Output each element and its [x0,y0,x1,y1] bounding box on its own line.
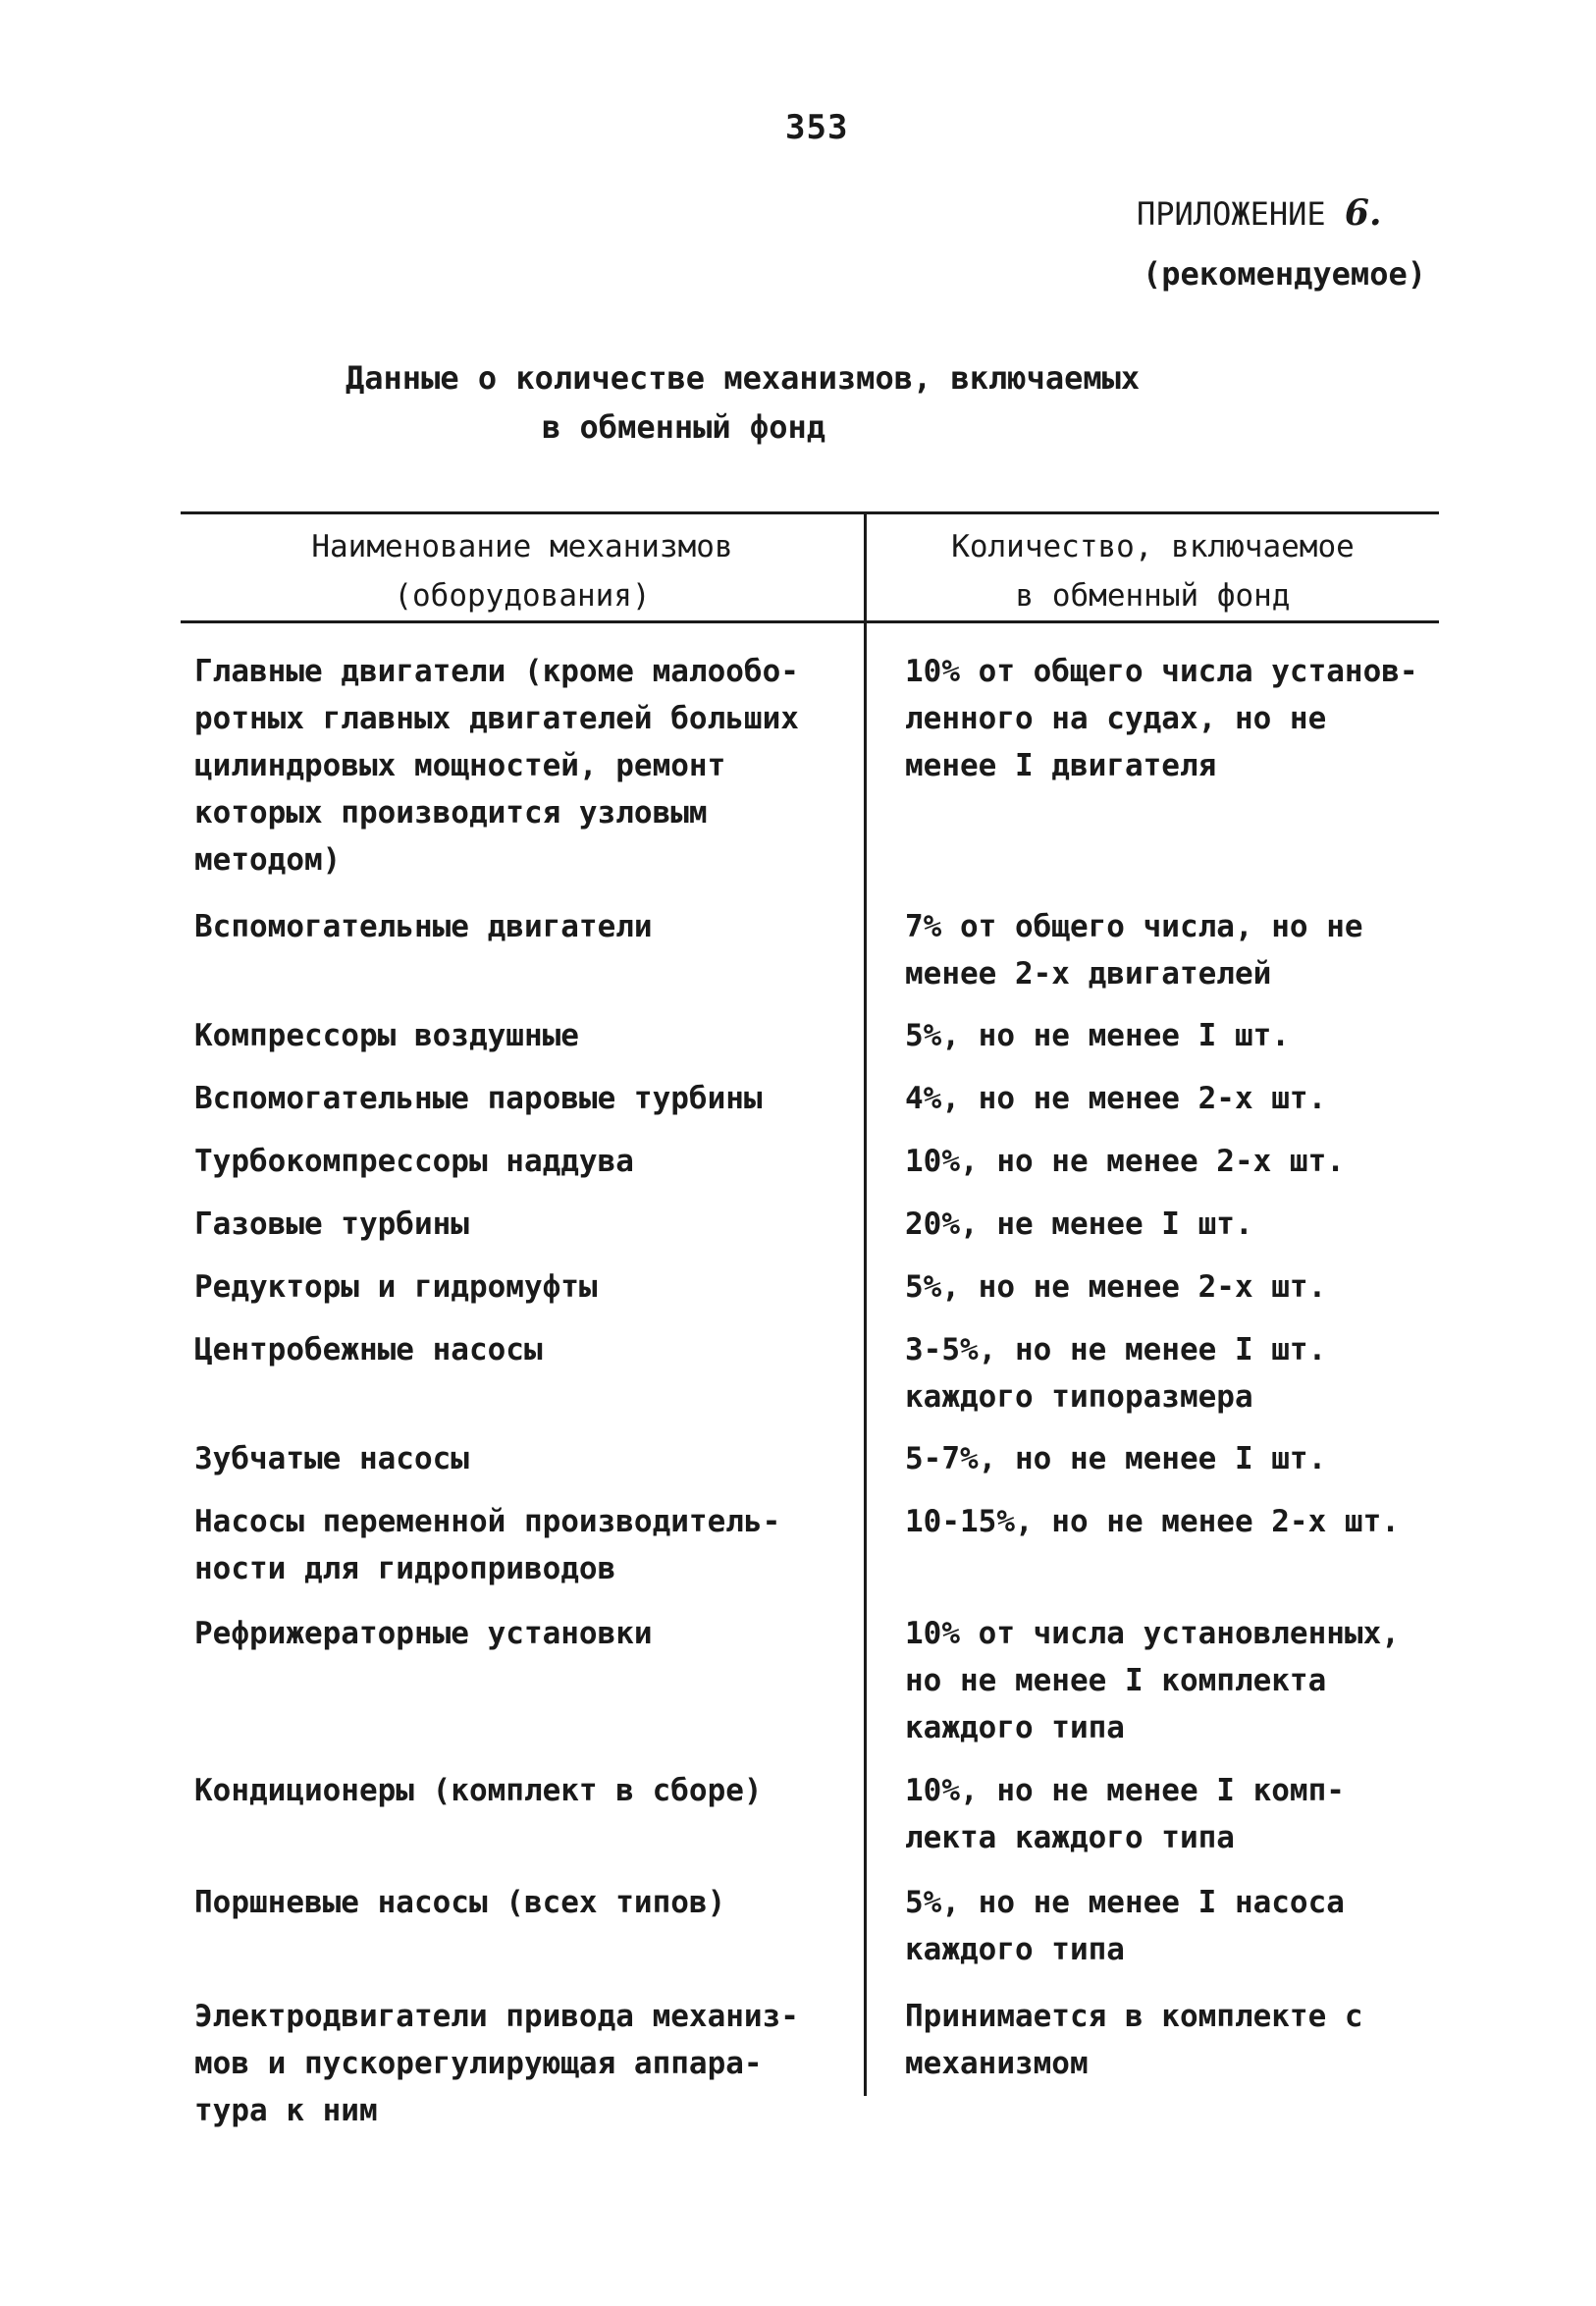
row-7-quantity: 5%, но не менее 2-х шт. [905,1269,1327,1305]
row-14-quantity: Принимается в комплекте с механизмом [905,1999,1363,2081]
row-2-name: Вспомогательные двигатели [194,909,653,944]
row-10-name: Насосы переменной производитель- ности для гидроприводов [194,1504,781,1586]
row-4-quantity: 4%, но не менее 2-х шт. [905,1081,1327,1116]
row-5-name: Турбокомпрессоры наддува [194,1144,634,1179]
row-1-name: Главные двигатели (кроме малообо- ротных главных двигателей больших цилиндровых мощностей, ремонт которых производится узловым методом) [194,654,799,878]
appendix-label [1137,192,1382,234]
row-2-quantity: 7% от общего числа, но не менее 2-х двигателей [905,909,1363,992]
row-6-quantity: 20%, не менее I шт. [905,1207,1253,1242]
document-title [346,353,1229,452]
row-6-name: Газовые турбины [194,1207,469,1242]
row-8-quantity: 3-5%, но не менее I шт. каждого типоразмера [905,1332,1327,1415]
row-12-name: Кондиционеры (комплект в сборе) [194,1773,763,1808]
row-9-quantity: 5-7%, но не менее I шт. [905,1441,1327,1476]
row-13-quantity: 5%, но не менее I насоса каждого типа [905,1885,1345,1967]
row-14-name: Электродвигатели привода механиз- мов и пускорегулирующая аппара- тура к ним [194,1999,799,2128]
row-3-quantity: 5%, но не менее I шт. [905,1018,1290,1053]
row-1-quantity: 10% от общего числа установ- ленного на судах, но не менее I двигателя [905,654,1418,783]
row-9-name: Зубчатые насосы [194,1441,469,1476]
row-13-name: Поршневые насосы (всех типов) [194,1885,726,1920]
page-number: 353 [785,108,849,147]
row-12-quantity: 10%, но не менее I комп- лекта каждого типа [905,1773,1345,1855]
row-3-name: Компрессоры воздушные [194,1018,579,1053]
header-quantity: Количество, включаемое в обменный фонд [951,529,1355,614]
row-10-quantity: 10-15%, но не менее 2-х шт. [905,1504,1400,1539]
row-7-name: Редукторы и гидромуфты [194,1269,598,1305]
document-title-line-1: Данные о количестве механизмов, включаемых [346,359,1141,397]
appendix-subtitle: (рекомендуемое) [1143,255,1426,293]
table-top-rule [181,511,1439,514]
row-5-quantity: 10%, но не менее 2-х шт. [905,1144,1345,1179]
document-title-line-2: в обменный фонд [542,408,825,446]
appendix-number: 6. [1344,192,1382,234]
row-11-quantity: 10% от числа установленных, но не менее I комплекта каждого типа [905,1616,1400,1745]
row-11-name: Рефрижераторные установки [194,1616,653,1651]
appendix-label-text: ПРИЛОЖЕНИЕ [1137,195,1326,233]
row-8-name: Центробежные насосы [194,1332,543,1368]
table-header-rule [181,620,1439,623]
header-mechanism-name: Наименование механизмов (оборудования) [311,529,733,614]
table-column-divider [864,511,867,2096]
row-4-name: Вспомогательные паровые турбины [194,1081,763,1116]
